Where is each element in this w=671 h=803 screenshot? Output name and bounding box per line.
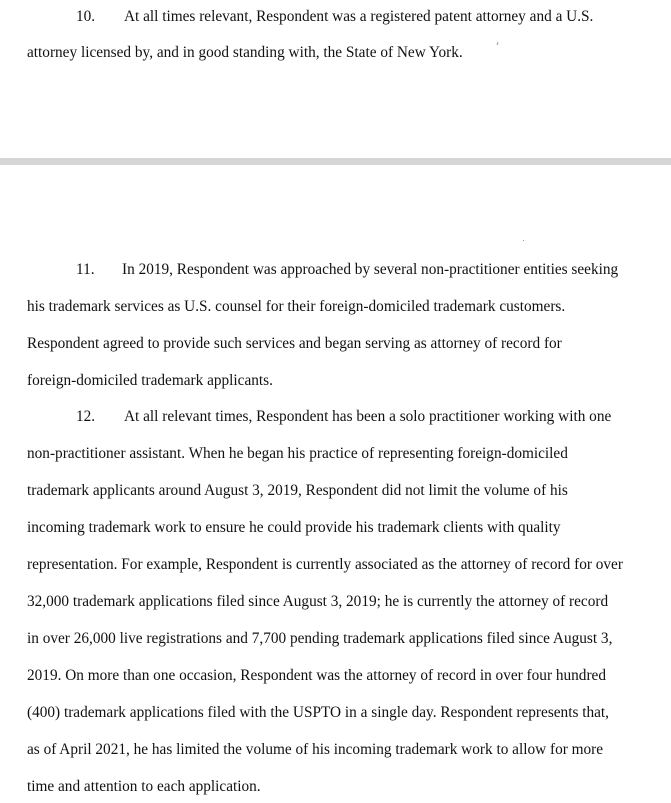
paragraph-12-first-line: [76, 408, 611, 426]
paragraph-text-line: time and attention to each application.: [27, 778, 261, 795]
paragraph-text-line: incoming trademark work to ensure he could provide his trademark clients with quality: [27, 519, 561, 536]
paragraph-text-line: representation. For example, Respondent is currently associated as the attorney of record for over: [27, 556, 623, 573]
paragraph-number: 10.: [76, 8, 96, 25]
paragraph-text-line: In 2019, Respondent was approached by several non-practitioner entities seeking: [122, 261, 619, 278]
document-page-bottom: [0, 165, 671, 803]
paragraph-10-first-line: [76, 8, 593, 26]
paragraph-text-line: At all times relevant, Respondent was a registered patent attorney and a U.S.: [124, 8, 594, 25]
paragraph-number: 11.: [76, 261, 95, 278]
paragraph-11-first-line: [76, 261, 618, 279]
paragraph-text-line: (400) trademark applications filed with the USPTO in a single day. Respondent represents that,: [27, 704, 609, 721]
scan-speck: [523, 240, 524, 241]
paragraph-text-line: attorney licensed by, and in good standing with, the State of New York.: [27, 44, 463, 61]
paragraph-text-line: as of April 2021, he has limited the volume of his incoming trademark work to allow for more: [27, 741, 604, 758]
paragraph-text-line: 32,000 trademark applications filed since August 3, 2019; he is currently the attorney of record: [27, 593, 609, 610]
paragraph-text-line: non-practitioner assistant. When he began his practice of representing foreign-domiciled: [27, 445, 568, 462]
paragraph-text-line: foreign-domiciled trademark applicants.: [27, 372, 273, 389]
paragraph-text-line: At all relevant times, Respondent has been a solo practitioner working with one: [124, 408, 612, 425]
scan-speck: [497, 42, 499, 45]
paragraph-text-line: 2019. On more than one occasion, Respondent was the attorney of record in over four hundred: [27, 667, 606, 684]
paragraph-text-line: his trademark services as U.S. counsel for their foreign-domiciled trademark customers.: [27, 298, 566, 315]
paragraph-text-line: trademark applicants around August 3, 2019, Respondent did not limit the volume of his: [27, 482, 568, 499]
paragraph-text-line: in over 26,000 live registrations and 7,700 pending trademark applications filed since August 3,: [27, 630, 613, 647]
paragraph-text-line: Respondent agreed to provide such services and began serving as attorney of record for: [27, 335, 562, 352]
page-divider: [0, 158, 671, 165]
document-page-top: [0, 0, 671, 158]
paragraph-number: 12.: [76, 408, 96, 425]
